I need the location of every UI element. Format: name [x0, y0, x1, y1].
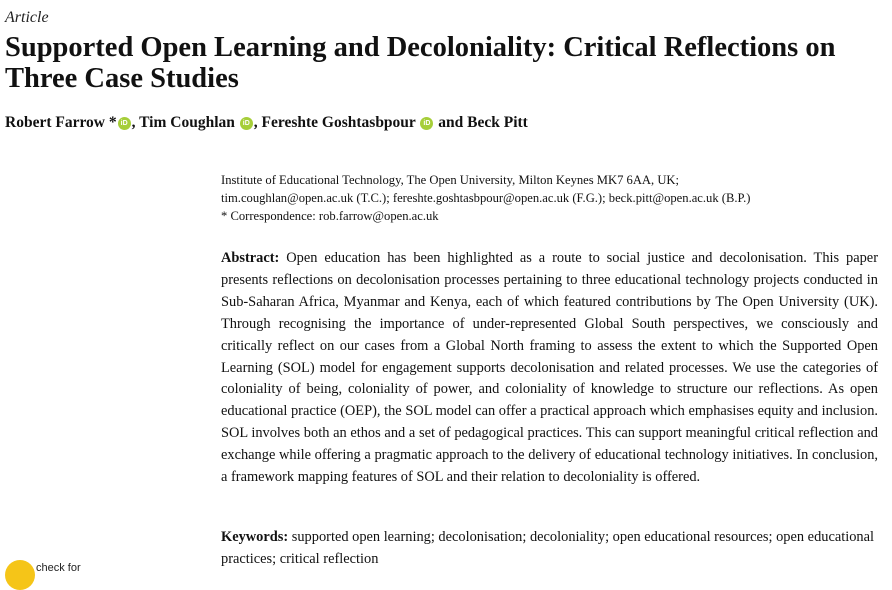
corresponding-mark: *: [105, 114, 117, 131]
keywords-label: Keywords:: [221, 529, 289, 545]
author-name[interactable]: Fereshte Goshtasbpour: [261, 114, 416, 131]
author-name[interactable]: Beck Pitt: [467, 114, 528, 131]
orcid-icon[interactable]: iD: [240, 117, 253, 130]
paper-title: Supported Open Learning and Decoloniality: Critical Reflections on Three Case Studies: [5, 32, 836, 94]
author-name[interactable]: Tim Coughlan: [139, 114, 235, 131]
check-for-updates-label[interactable]: check for: [36, 562, 81, 574]
keywords-text: supported open learning; decolonisation; decoloniality; open educational resources; open educational practices; critical reflection: [221, 529, 875, 567]
abstract: [221, 248, 878, 489]
email-line: tim.coughlan@open.ac.uk (T.C.); fereshte.goshtasbpour@open.ac.uk (F.G.); beck.pitt@open.ac.uk (B.P.): [221, 191, 751, 205]
abstract-label: Abstract:: [221, 250, 280, 266]
check-for-updates-icon[interactable]: [5, 560, 35, 590]
keywords: [221, 527, 878, 571]
affiliation-block: [221, 171, 861, 225]
affiliation-line: Institute of Educational Technology, The Open University, Milton Keynes MK7 6AA, UK;: [221, 173, 680, 187]
author-name[interactable]: Robert Farrow: [5, 114, 106, 131]
article-type: Article: [5, 9, 49, 26]
author-list: [5, 114, 528, 132]
author-separator: ,: [253, 114, 262, 131]
correspondence-line: * Correspondence: rob.farrow@open.ac.uk: [221, 209, 439, 223]
orcid-icon[interactable]: iD: [118, 117, 131, 130]
orcid-icon[interactable]: iD: [420, 117, 433, 130]
author-separator: and: [434, 114, 468, 131]
abstract-text: Open education has been highlighted as a route to social justice and decolonisation. This paper presents reflections on decolonisation processes pertaining to three educational technology projects conducted in Sub-Saharan Africa, Myanmar and Kenya, each of which featured contributions by The Open University (UK). Through recognising the importance of under-represented Global South perspectives, we consciously and critically reflect on our cases from a Global North framing to assess the extent to which the Supported Open Learning (SOL) model for engagement supports decolonisation and related processes. We use the categories of coloniality of being, coloniality of power, and coloniality of knowledge to structure our reflections. As open educational practice (OEP), the SOL model can offer a practical approach which emphasises equity and inclusion. SOL involves both an ethos and a set of pedagogical practices. This can support meaningful critical reflection and exchange while offering a pragmatic approach to the delivery of educational technology initiatives. In conclusion, a framework mapping features of SOL and their relation to decoloniality is offered.: [221, 250, 878, 486]
author-separator: ,: [131, 114, 140, 131]
